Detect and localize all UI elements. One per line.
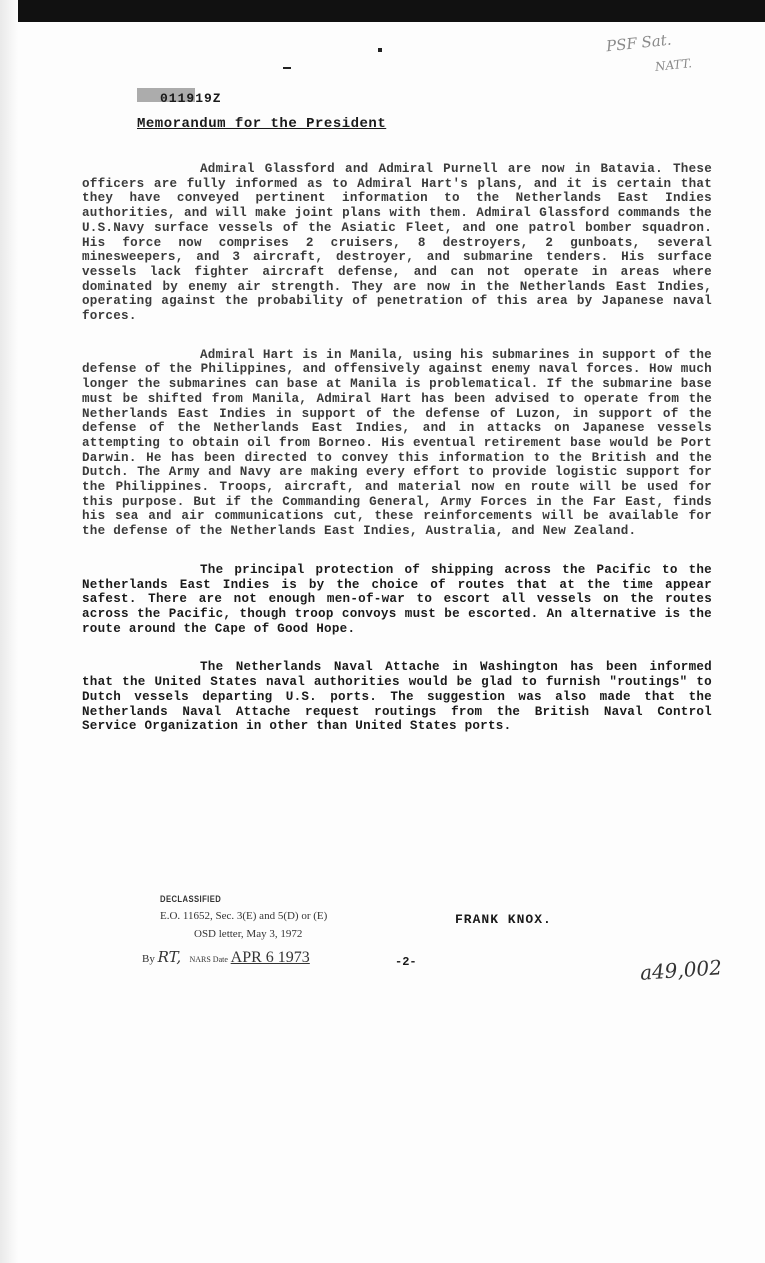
nars-date-value: APR 6 1973 <box>230 949 310 966</box>
paragraph-2: Admiral Hart is in Manila, using his submarines in support of the defense of the Philippines, and offensively against enemy naval forces. How much longer the submarines can base at Manila is problematical. If the submarine base must be shifted from Manila, Admiral Hart has been advised to operate from the Netherlands East Indies in support of the defense of Luzon, in support of the defense of the Netherlands East Indies, and in attacks on Japanese vessels attempting to obtain oil from Borneo. His eventual retirement base would be Port Darwin. He has been directed to convey this information to the British and the Dutch. The Army and Navy are making every effort to provide logistic support for the Philippines. Troops, aircraft, and material now en route will be used for this purpose. But if the Commanding General, Army Forces in the Far East, finds his sea and air communications cut, these reinforcements will be available for the defense of the Netherlands East Indies, Australia, and New Zealand. <box>82 347 712 539</box>
declass-authority: E.O. 11652, Sec. 3(E) and 5(D) or (E) <box>160 910 328 922</box>
declass-by-label: By <box>142 953 155 965</box>
declassified-heading: DECLASSIFIED <box>160 894 222 904</box>
scan-left-shadow <box>0 0 18 1263</box>
page-number: -2- <box>395 955 417 969</box>
declass-by-initials: RT, <box>157 948 182 966</box>
paragraph-4: The Netherlands Naval Attache in Washington has been informed that the United States naval authorities would be glad to furnish "routings" to Dutch vessels departing U.S. ports. The suggestion was also made that the Netherlands Naval Attache request routings from the British Naval Control Service Organization in other than United States ports. <box>82 660 712 734</box>
scan-speck <box>283 67 291 69</box>
paragraph-1: Admiral Glassford and Admiral Purnell are now in Batavia. These officers are fully informed as to Admiral Hart's plans, and it is certain that they have conveyed pertinent information to the Netherlands East Indies authorities, and will make joint plans with them. Admiral Glassford commands the U.S.Navy surface vessels of the Asiatic Fleet, and one patrol bomber squadron. His force now comprises 2 cruisers, 8 destroyers, 2 gunboats, several minesweepers, and 3 aircraft, destroyer, and submarine tenders. His surface vessels lack fighter aircraft defense, and can not operate in areas where dominated by enemy air strength. They are now in the Netherlands East Indies, operating against the probability of penetration of this area by Japanese naval forces. <box>82 162 712 324</box>
declass-by-line <box>142 948 327 967</box>
declassification-stamp <box>142 894 328 967</box>
paragraph-3: The principal protection of shipping across the Pacific to the Netherlands East Indies is by the choice of routes that at the time appear safest. There are not enough men-of-war to escort all vessels on the routes across the Pacific, though troop convoys must be escorted. An alternative is the route around the Cape of Good Hope. <box>82 562 712 636</box>
nars-date-label: NARS Date <box>189 955 228 964</box>
memo-title: Memorandum for the President <box>137 116 387 132</box>
scan-speck <box>378 48 382 52</box>
document-id-handwritten: a49,002 <box>639 955 723 985</box>
scan-top-border <box>0 0 765 22</box>
handwritten-file-note-2: NATT. <box>654 56 693 74</box>
memo-body <box>82 162 712 758</box>
date-time-group: 011919Z <box>160 91 222 106</box>
declass-letter: OSD letter, May 3, 1972 <box>194 928 303 940</box>
signature: FRANK KNOX. <box>455 912 552 927</box>
handwritten-file-note: PSF Sat. <box>605 30 673 56</box>
